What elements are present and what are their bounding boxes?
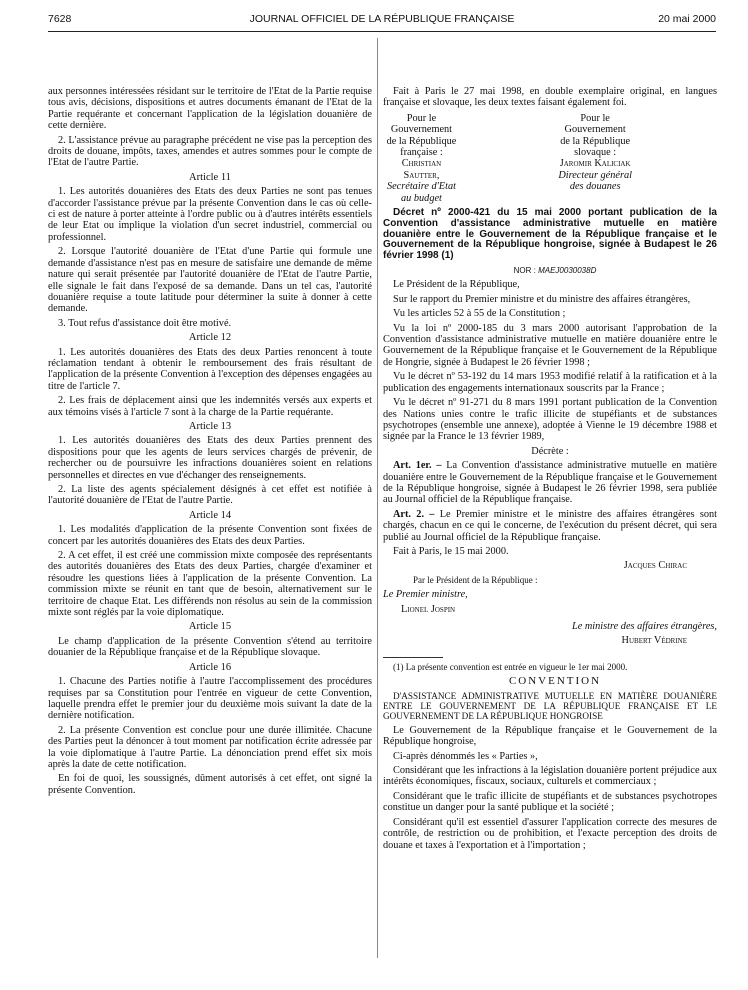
decrete: Décrète :	[531, 445, 569, 457]
signatory-title: des douanes	[569, 181, 621, 193]
signatory-name: Jaromir Kaliciak	[559, 158, 631, 170]
signature-france	[383, 113, 543, 204]
signature-line: Pour le Gouvernement	[390, 112, 453, 136]
left-column	[48, 86, 372, 799]
paragraph: Fait à Paris le 27 mai 1998, en double exemplaire original, en langues française et slovaque, les deux textes faisant également foi.	[383, 86, 717, 109]
paragraph: Le Président de la République,	[393, 279, 520, 291]
paragraph: Le Gouvernement de la République française et le Gouvernement de la République hongroise,	[383, 724, 717, 748]
paragraph: Ci-après dénommés les « Parties »,	[393, 750, 538, 762]
par-le-president: Par le Président de la République :	[413, 574, 538, 585]
convention-subtitle: D'ASSISTANCE ADMINISTRATIVE MUTUELLE EN MATIÈRE DOUANIÈRE ENTRE LE GOUVERNEMENT DE LA RÉPUBLIQUE FRANÇAISE ET LE GOUVERNEMENT DE LA RÉPUBLIQUE HONGROISE	[383, 690, 717, 722]
column-separator	[377, 38, 378, 958]
page-number: 7628	[48, 13, 72, 25]
page-header	[48, 13, 716, 29]
paragraph: 2. A cet effet, il est créé une commission mixte composée des représentants des autorités douanières des Etats des deux Parties, chargée d'examiner et résoudre les questions liées à l'application de la présente Convention. La commission mixte se réunit en tant que de besoin, alternativement sur le territoire de chaque Etat. Les différends non résolus au sein de la commission mixte sont réglés par la voie diplomatique.	[48, 550, 372, 619]
article-heading: Article 16	[188, 661, 232, 673]
right-column	[383, 86, 717, 854]
mae-name: Hubert Védrine	[621, 635, 687, 647]
nor-reference	[383, 265, 717, 276]
issue-date: 20 mai 2000	[658, 13, 716, 25]
paragraph: Fait à Paris, le 15 mai 2000.	[393, 545, 509, 557]
convention-title: CONVENTION	[508, 675, 602, 688]
nor-label: NOR :	[513, 266, 536, 276]
article-heading: Article 11	[189, 171, 231, 183]
article-text: La Convention d'assistance administrative mutuelle en matière douanière entre le Gouvernement de la République française et le Gouvernement de la République hongroise, signée à Budapest le 26 février 1998, sera publiée au Journal officiel de la République française.	[383, 460, 717, 506]
decree-title: Décret nº 2000-421 du 15 mai 2000 portant publication de la Convention d'assistance administrative mutuelle en matière douanière entre le Gouvernement de la République française et le Gouvernement de la République hongroise, signée à Budapest le 26 février 1998 (1)	[383, 207, 717, 262]
paragraph: Vu les articles 52 à 55 de la Constitution ;	[393, 308, 566, 320]
signature-line: de la République slovaque :	[560, 135, 631, 159]
article-heading: Article 12	[188, 332, 232, 344]
pm-title: Le Premier ministre,	[383, 589, 468, 601]
article-heading: Article 13	[188, 420, 232, 432]
paragraph: Vu le décret nº 53-192 du 14 mars 1953 modifié relatif à la ratification et à la publication des engagements internationaux souscrits par la France ;	[383, 371, 717, 394]
footnote: (1) La présente convention est entrée en vigueur le 1er mai 2000.	[393, 661, 628, 672]
signatory-title: Directeur général	[558, 169, 632, 181]
article-1	[383, 460, 717, 506]
paragraph: 1. Les autorités douanières des Etats des deux Parties ne sont pas tenues d'accorder l'assistance prévue par la présente Convention dans le cas où celle-ci est de nature à porter atteinte à l'ordre public ou à d'autres intérêts essentiels de leur Etat ou implique la violation d'un secret industriel, commercial ou professionnel.	[48, 186, 372, 243]
nor-value: MAEJ0030038D	[538, 266, 597, 276]
article-label: Art. 2. –	[393, 508, 435, 520]
paragraph: aux personnes intéressées résidant sur le territoire de l'Etat de la Partie requise tous avis, décisions, dispositions et autres documents émanant de l'Etat de la Partie requérante et concernant l'application de la législation douanière de cette dernière.	[48, 86, 372, 132]
paragraph: 1. Les autorités douanières des Etats des deux Parties prennent des dispositions pour que les agents de leurs services chargés de prévenir, de rechercher ou de poursuivre les infractions douanières soient en relations personnelles et directes en vue d'échanger des renseignements.	[48, 435, 372, 481]
paragraph: 1. Les modalités d'application de la présente Convention sont fixées de concert par les autorités douanières des Etats des deux Parties.	[48, 524, 372, 547]
signatory-name: Christian Sautter,	[401, 158, 442, 181]
paragraph: 2. L'assistance prévue au paragraphe précédent ne vise pas la perception des droits de douane, impôts, taxes, amendes et autres sommes pour le compte de l'Etat de l'autre Partie.	[48, 134, 372, 169]
mae-title: Le ministre des affaires étrangères,	[571, 621, 717, 633]
paragraph: 1. Les autorités douanières des Etats des deux Parties renoncent à toute réclamation tendant à obtenir le remboursement des frais résultant de l'application de la présente Convention à l'exception des dépenses engagées au titre de l'article 7.	[48, 346, 372, 392]
paragraph: Considérant qu'il est essentiel d'assurer l'application correcte des mesures de contrôle, de restriction ou de prohibition, et l'exacte perception des droits de douane et taxes à l'exportation et à l'importation ;	[383, 816, 717, 851]
paragraph: Le champ d'application de la présente Convention s'étend au territoire douanier de la République française et de la République slovaque.	[48, 635, 372, 659]
paragraph: Vu le décret nº 91-271 du 8 mars 1991 portant publication de la Convention des Nations unies contre le trafic illicite de stupéfiants et de substances psychotropes (ensemble une annexe), adoptée à Vienne le 19 décembre 1988 et signée par la France le 13 février 1989,	[383, 397, 717, 443]
article-heading: Article 15	[188, 621, 232, 633]
paragraph: Considérant que le trafic illicite de stupéfiants et de substances psychotropes constitue un danger pour la santé publique et la société ;	[383, 790, 717, 814]
footnote-rule	[383, 657, 443, 658]
paragraph: 1. Chacune des Parties notifie à l'autre l'accomplissement des procédures requises par sa Constitution pour l'entrée en vigueur de cette Convention, laquelle prendra effet le premier jour du deuxième mois suivant la date de la dernière notification.	[48, 676, 372, 722]
signature-block	[383, 113, 717, 204]
pm-name: Lionel Jospin	[401, 603, 456, 615]
signatory-chirac: Jacques Chirac	[623, 560, 687, 572]
paragraph: 3. Tout refus d'assistance doit être motivé.	[58, 317, 232, 329]
signature-line: Pour le Gouvernement	[564, 112, 626, 136]
paragraph: Vu la loi nº 2000-185 du 3 mars 2000 autorisant l'approbation de la Convention d'assistance administrative mutuelle en matière douanière entre le Gouvernement de la République française et le Gouvernement de la République de Hongrie, signée à Budapest le 26 février 1998 ;	[383, 322, 717, 368]
article-label: Art. 1er. –	[393, 460, 442, 472]
paragraph: Sur le rapport du Premier ministre et du ministre des affaires étrangères,	[393, 293, 691, 305]
paragraph: 2. La liste des agents spécialement désignés à cet effet est notifiée à l'autorité douanière de l'Etat de l'autre Partie.	[48, 484, 372, 507]
signature-line: de la République française :	[386, 135, 457, 159]
paragraph: En foi de quoi, les soussignés, dûment autorisés à cet effet, ont signé la présente Convention.	[48, 773, 372, 796]
signatory-title: Secrétaire d'Etat au budget	[386, 181, 456, 204]
header-rule	[48, 31, 716, 32]
paragraph: 2. La présente Convention est conclue pour une durée illimitée. Chacune des Parties peut la dénoncer à tout moment par notification écrite adressée par la voie diplomatique à l'autre Partie. La dénonciation prend effet six mois après la date de cette notification.	[48, 724, 372, 770]
journal-title: JOURNAL OFFICIEL DE LA RÉPUBLIQUE FRANÇAISE	[249, 13, 515, 25]
article-heading: Article 14	[188, 509, 232, 521]
signature-slovakia	[557, 113, 717, 204]
article-text: Le Premier ministre et le ministre des affaires étrangères sont chargés, chacun en ce qui le concerne, de l'exécution du présent décret, qui sera publié au Journal officiel de la République française.	[383, 508, 718, 543]
article-2	[383, 509, 717, 543]
paragraph: Considérant que les infractions à la législation douanière portent préjudice aux intérêts économiques, fiscaux, sociaux, culturels et commerciaux ;	[383, 765, 717, 788]
paragraph: 2. Les frais de déplacement ainsi que les indemnités versés aux experts et aux témoins visés à l'article 7 sont à la charge de la Partie requérante.	[48, 395, 372, 418]
paragraph: 2. Lorsque l'autorité douanière de l'Etat d'une Partie qui formule une demande d'assistance n'est pas en mesure de satisfaire une demande de même nature qui serait présentée par l'autorité douanière de l'Etat de l'autre Partie, elle signale le fait dans l'exposé de sa demande. Dans un tel cas, l'autorité douanière requise a toute latitude pour déterminer la suite à donner à cette demande.	[48, 246, 372, 315]
